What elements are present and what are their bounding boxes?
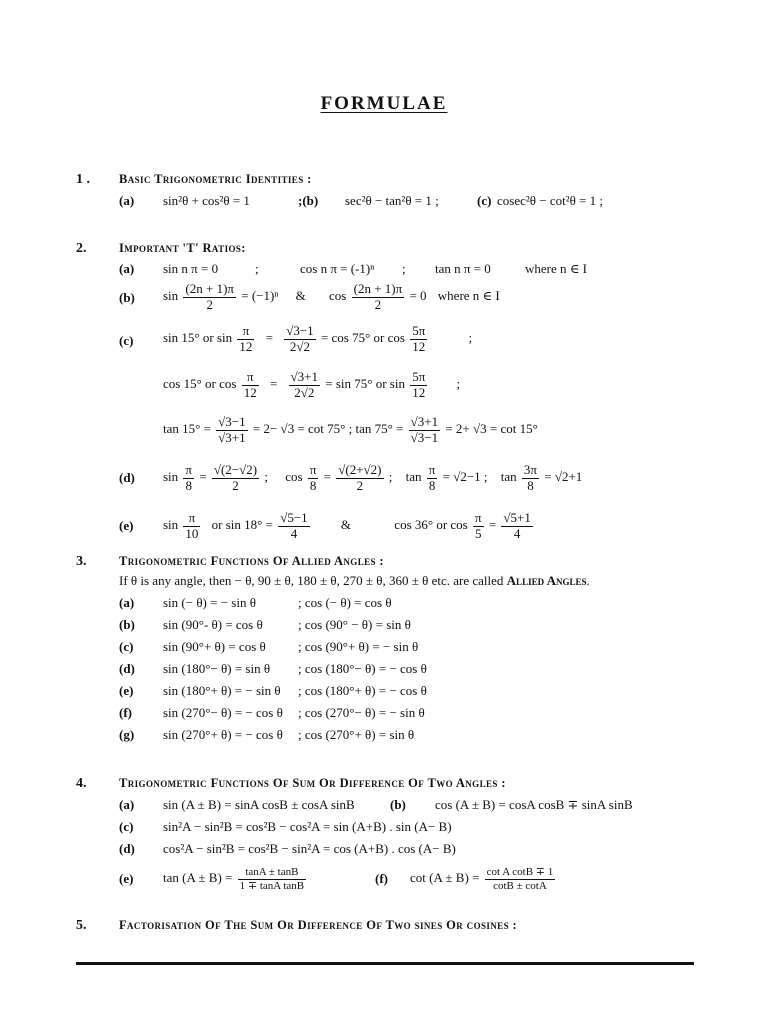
section-3-number: 3. — [76, 554, 87, 569]
numerator: π — [183, 511, 200, 527]
text: = — [488, 517, 497, 532]
s2-a-where: where n ∈ I — [525, 261, 587, 276]
text: cos 15° or cos — [163, 376, 237, 391]
numerator: π — [474, 509, 482, 525]
s4-label-b: (b) — [390, 797, 406, 812]
allied-row-sin: sin (270°− θ) = − cos θ — [163, 705, 283, 720]
fraction — [183, 463, 194, 494]
fraction — [522, 463, 539, 494]
s4-label-e: (e) — [119, 871, 134, 886]
allied-row-cos: ; cos (270°− θ) = − sin θ — [298, 705, 425, 720]
fraction — [308, 463, 319, 494]
s4-formula-a: sin (A ± B) = sinA cosB ± cosA sinB — [163, 797, 355, 812]
numerator: π — [185, 461, 192, 477]
text: ; — [264, 469, 268, 484]
text: & — [340, 517, 352, 532]
page-title: FORMULAE — [320, 93, 448, 114]
denominator: 10 — [185, 525, 199, 541]
fraction — [242, 370, 259, 401]
fraction — [336, 463, 383, 494]
s2-a-sin: sin n π = 0 — [163, 261, 219, 276]
s2-b-cos: cos — [329, 288, 347, 303]
text: = — [199, 469, 207, 484]
denominator: 12 — [239, 338, 253, 354]
fraction — [409, 415, 440, 446]
denominator: 5 — [475, 525, 482, 541]
s1-label-c: (c) — [477, 193, 492, 208]
fraction — [352, 282, 405, 313]
text: sin 15° or sin — [163, 330, 233, 345]
numerator: tanA ± tanB — [238, 866, 307, 880]
denominator: √3+1 — [218, 429, 246, 445]
section-5-heading: Factorisation Of The Sum Or Difference Of Two sines Or cosines : — [119, 918, 518, 932]
numerator: √3−1 — [218, 413, 246, 429]
denominator: 1 ∓ tanA tanB — [239, 879, 305, 892]
denominator: 2 — [232, 477, 239, 493]
numerator: √3+1 — [290, 368, 318, 384]
text: cot (A ± B) = — [410, 870, 480, 885]
s2-label-d: (d) — [119, 470, 135, 485]
denominator: 12 — [243, 384, 257, 400]
denominator: cotB ± cotA — [493, 879, 547, 892]
fraction — [212, 463, 259, 494]
denominator: 2 — [206, 296, 213, 312]
numerator: √3−1 — [286, 322, 314, 338]
fraction — [289, 370, 320, 401]
text: cos — [285, 469, 303, 484]
denominator: 4 — [290, 525, 298, 541]
s4-formula-c: sin²A − sin²B = cos²B − cos²A = sin (A+B) . sin (A− B) — [163, 819, 452, 834]
s1-formula-c: cosec²θ − cot²θ = 1 ; — [497, 193, 604, 208]
text: = √2−1 ; — [442, 469, 488, 484]
allied-row-cos: ; cos (− θ) = cos θ — [298, 595, 392, 610]
fraction — [284, 324, 315, 355]
section-1-heading: Basic Trigonometric Identities : — [119, 172, 312, 186]
allied-row-label: (b) — [119, 617, 135, 632]
s2-label-e: (e) — [119, 518, 134, 533]
text: ; — [468, 330, 473, 345]
text: If θ is any angle, then − θ, 90 ± θ, 180 ± θ, 270 ± θ, 360 ± θ etc. are called — [119, 573, 504, 588]
allied-row-sin: sin (180°+ θ) = − sin θ — [163, 683, 281, 698]
allied-row-cos: ; cos (90° − θ) = sin θ — [298, 617, 411, 632]
text: or sin 18° = — [211, 517, 273, 532]
s2-a-sep1: ; — [255, 261, 259, 276]
s2-a-sep2: ; — [402, 261, 406, 276]
denominator: 8 — [428, 477, 436, 493]
denominator: 12 — [412, 338, 426, 354]
s2-label-c: (c) — [119, 333, 134, 348]
denominator: 2√2 — [289, 338, 311, 354]
s4-formula-e — [163, 858, 308, 898]
s1-label-a: (a) — [119, 193, 135, 208]
allied-row-cos: ; cos (90°+ θ) = − sin θ — [298, 639, 419, 654]
text: = √2+1 — [544, 469, 583, 484]
allied-row-label: (g) — [119, 727, 135, 742]
numerator: cot A cotB ∓ 1 — [486, 865, 554, 878]
allied-row-sin: sin (270°+ θ) = − cos θ — [163, 727, 283, 742]
fraction — [237, 324, 254, 355]
text: = sin 75° or sin — [325, 376, 405, 391]
fraction — [501, 511, 532, 542]
numerator: 5π — [412, 322, 426, 338]
text: cos 36° or cos — [394, 517, 468, 532]
s4-formula-f — [410, 858, 557, 898]
s2-c-line3 — [163, 408, 538, 450]
allied-row-cos: ; cos (180°+ θ) = − cos θ — [298, 683, 427, 698]
numerator: √(2+√2) — [338, 461, 382, 477]
s1-formula-b: sec²θ − tan²θ = 1 ; — [345, 193, 439, 208]
numerator: 5π — [412, 368, 426, 384]
section-4-number: 4. — [76, 776, 87, 791]
s2-label-a: (a) — [119, 261, 135, 276]
allied-row-label: (a) — [119, 595, 135, 610]
text: ; — [388, 469, 393, 484]
s2-d-line — [163, 456, 582, 498]
denominator: 8 — [309, 477, 317, 493]
text: sin — [163, 517, 179, 532]
allied-row-label: (f) — [119, 705, 132, 720]
numerator: π — [237, 324, 254, 340]
numerator: (2n + 1)π — [185, 280, 234, 296]
text: = 2− √3 = cot 75° ; tan 75° = — [252, 421, 404, 436]
fraction — [216, 415, 247, 446]
fraction — [410, 370, 427, 401]
numerator: π — [309, 461, 317, 477]
text: tan — [500, 469, 517, 484]
s4-formula-b: cos (A ± B) = cosA cosB ∓ sinA sinB — [435, 797, 633, 812]
s2-b-where: where n ∈ I — [437, 288, 500, 303]
allied-row-label: (d) — [119, 661, 135, 676]
s4-label-a: (a) — [119, 797, 135, 812]
section-4-heading: Trigonometric Functions Of Sum Or Difference Of Two Angles : — [119, 776, 506, 790]
numerator: π — [242, 370, 259, 386]
s2-e-line — [163, 504, 535, 546]
numerator: √(2−√2) — [213, 461, 258, 477]
fraction — [410, 324, 427, 355]
s2-label-b: (b) — [119, 290, 135, 305]
fraction — [238, 866, 307, 892]
section-1-number: 1 . — [76, 172, 90, 187]
allied-row-label: (e) — [119, 683, 134, 698]
text: = — [269, 376, 278, 391]
text: tan — [405, 469, 422, 484]
fraction — [183, 282, 236, 313]
text: = 2+ √3 = cot 15° — [445, 421, 538, 436]
s2-a-cos: cos n π = (-1)ⁿ — [300, 261, 375, 276]
fraction — [427, 463, 438, 494]
s4-label-f: (f) — [375, 871, 388, 886]
s2-b-eq2: = 0 — [409, 288, 427, 303]
text: = — [323, 469, 331, 484]
denominator: 8 — [527, 477, 534, 493]
text: . — [586, 573, 590, 588]
s1-label-b: ;(b) — [298, 193, 319, 208]
denominator: 8 — [185, 477, 192, 493]
fraction — [485, 866, 556, 892]
denominator: 12 — [412, 384, 426, 400]
s2-c-line1 — [163, 318, 472, 358]
section-5-number: 5. — [76, 918, 87, 933]
numerator: √5+1 — [503, 509, 531, 525]
numerator: √5−1 — [280, 509, 308, 525]
s2-b-amp: & — [295, 288, 306, 303]
s1-formula-a: sin²θ + cos²θ = 1 — [163, 193, 250, 208]
text: tan (A ± B) = — [163, 870, 233, 885]
denominator: 4 — [513, 525, 521, 541]
s4-label-d: (d) — [119, 841, 135, 856]
allied-row-sin: sin (90°+ θ) = cos θ — [163, 639, 266, 654]
numerator: √3+1 — [410, 413, 439, 429]
numerator: 3π — [523, 461, 537, 477]
s2-c-line2 — [163, 364, 460, 404]
allied-row-label: (c) — [119, 639, 134, 654]
section-3-heading: Trigonometric Functions Of Allied Angles : — [119, 554, 384, 568]
allied-row-sin: sin (180°− θ) = sin θ — [163, 661, 271, 676]
s3-intro — [119, 573, 590, 589]
denominator: 2 — [356, 477, 364, 493]
denominator: √3−1 — [410, 429, 439, 445]
s2-b-formula — [163, 278, 500, 314]
numerator: π — [428, 461, 436, 477]
footer-rule — [76, 962, 694, 965]
text: ; — [456, 376, 461, 391]
denominator: 2 — [374, 296, 382, 312]
allied-row-cos: ; cos (270°+ θ) = sin θ — [298, 727, 415, 742]
allied-row-sin: sin (− θ) = − sin θ — [163, 595, 256, 610]
section-2-heading: Important 'T' Ratios: — [119, 241, 246, 255]
text: = — [265, 330, 273, 345]
text: = cos 75° or cos — [320, 330, 405, 345]
allied-row-cos: ; cos (180°− θ) = − cos θ — [298, 661, 427, 676]
text: sin — [163, 469, 179, 484]
fraction — [473, 511, 484, 542]
s4-label-c: (c) — [119, 819, 134, 834]
text: tan 15° = — [163, 421, 211, 436]
s2-b-eq1: = (−1)ⁿ — [241, 288, 279, 303]
allied-row-sin: sin (90°- θ) = cos θ — [163, 617, 263, 632]
numerator: (2n + 1)π — [353, 280, 403, 296]
s4-formula-d: cos²A − sin²B = cos²B − sin²A = cos (A+B) . cos (A− B) — [163, 841, 456, 856]
s2-b-sin: sin — [163, 288, 179, 303]
fraction — [183, 511, 200, 542]
fraction — [278, 511, 309, 542]
denominator: 2√2 — [294, 384, 315, 400]
s2-a-tan: tan n π = 0 — [435, 261, 491, 276]
allied-angles-term: Allied Angles — [506, 573, 587, 588]
section-2-number: 2. — [76, 241, 87, 256]
